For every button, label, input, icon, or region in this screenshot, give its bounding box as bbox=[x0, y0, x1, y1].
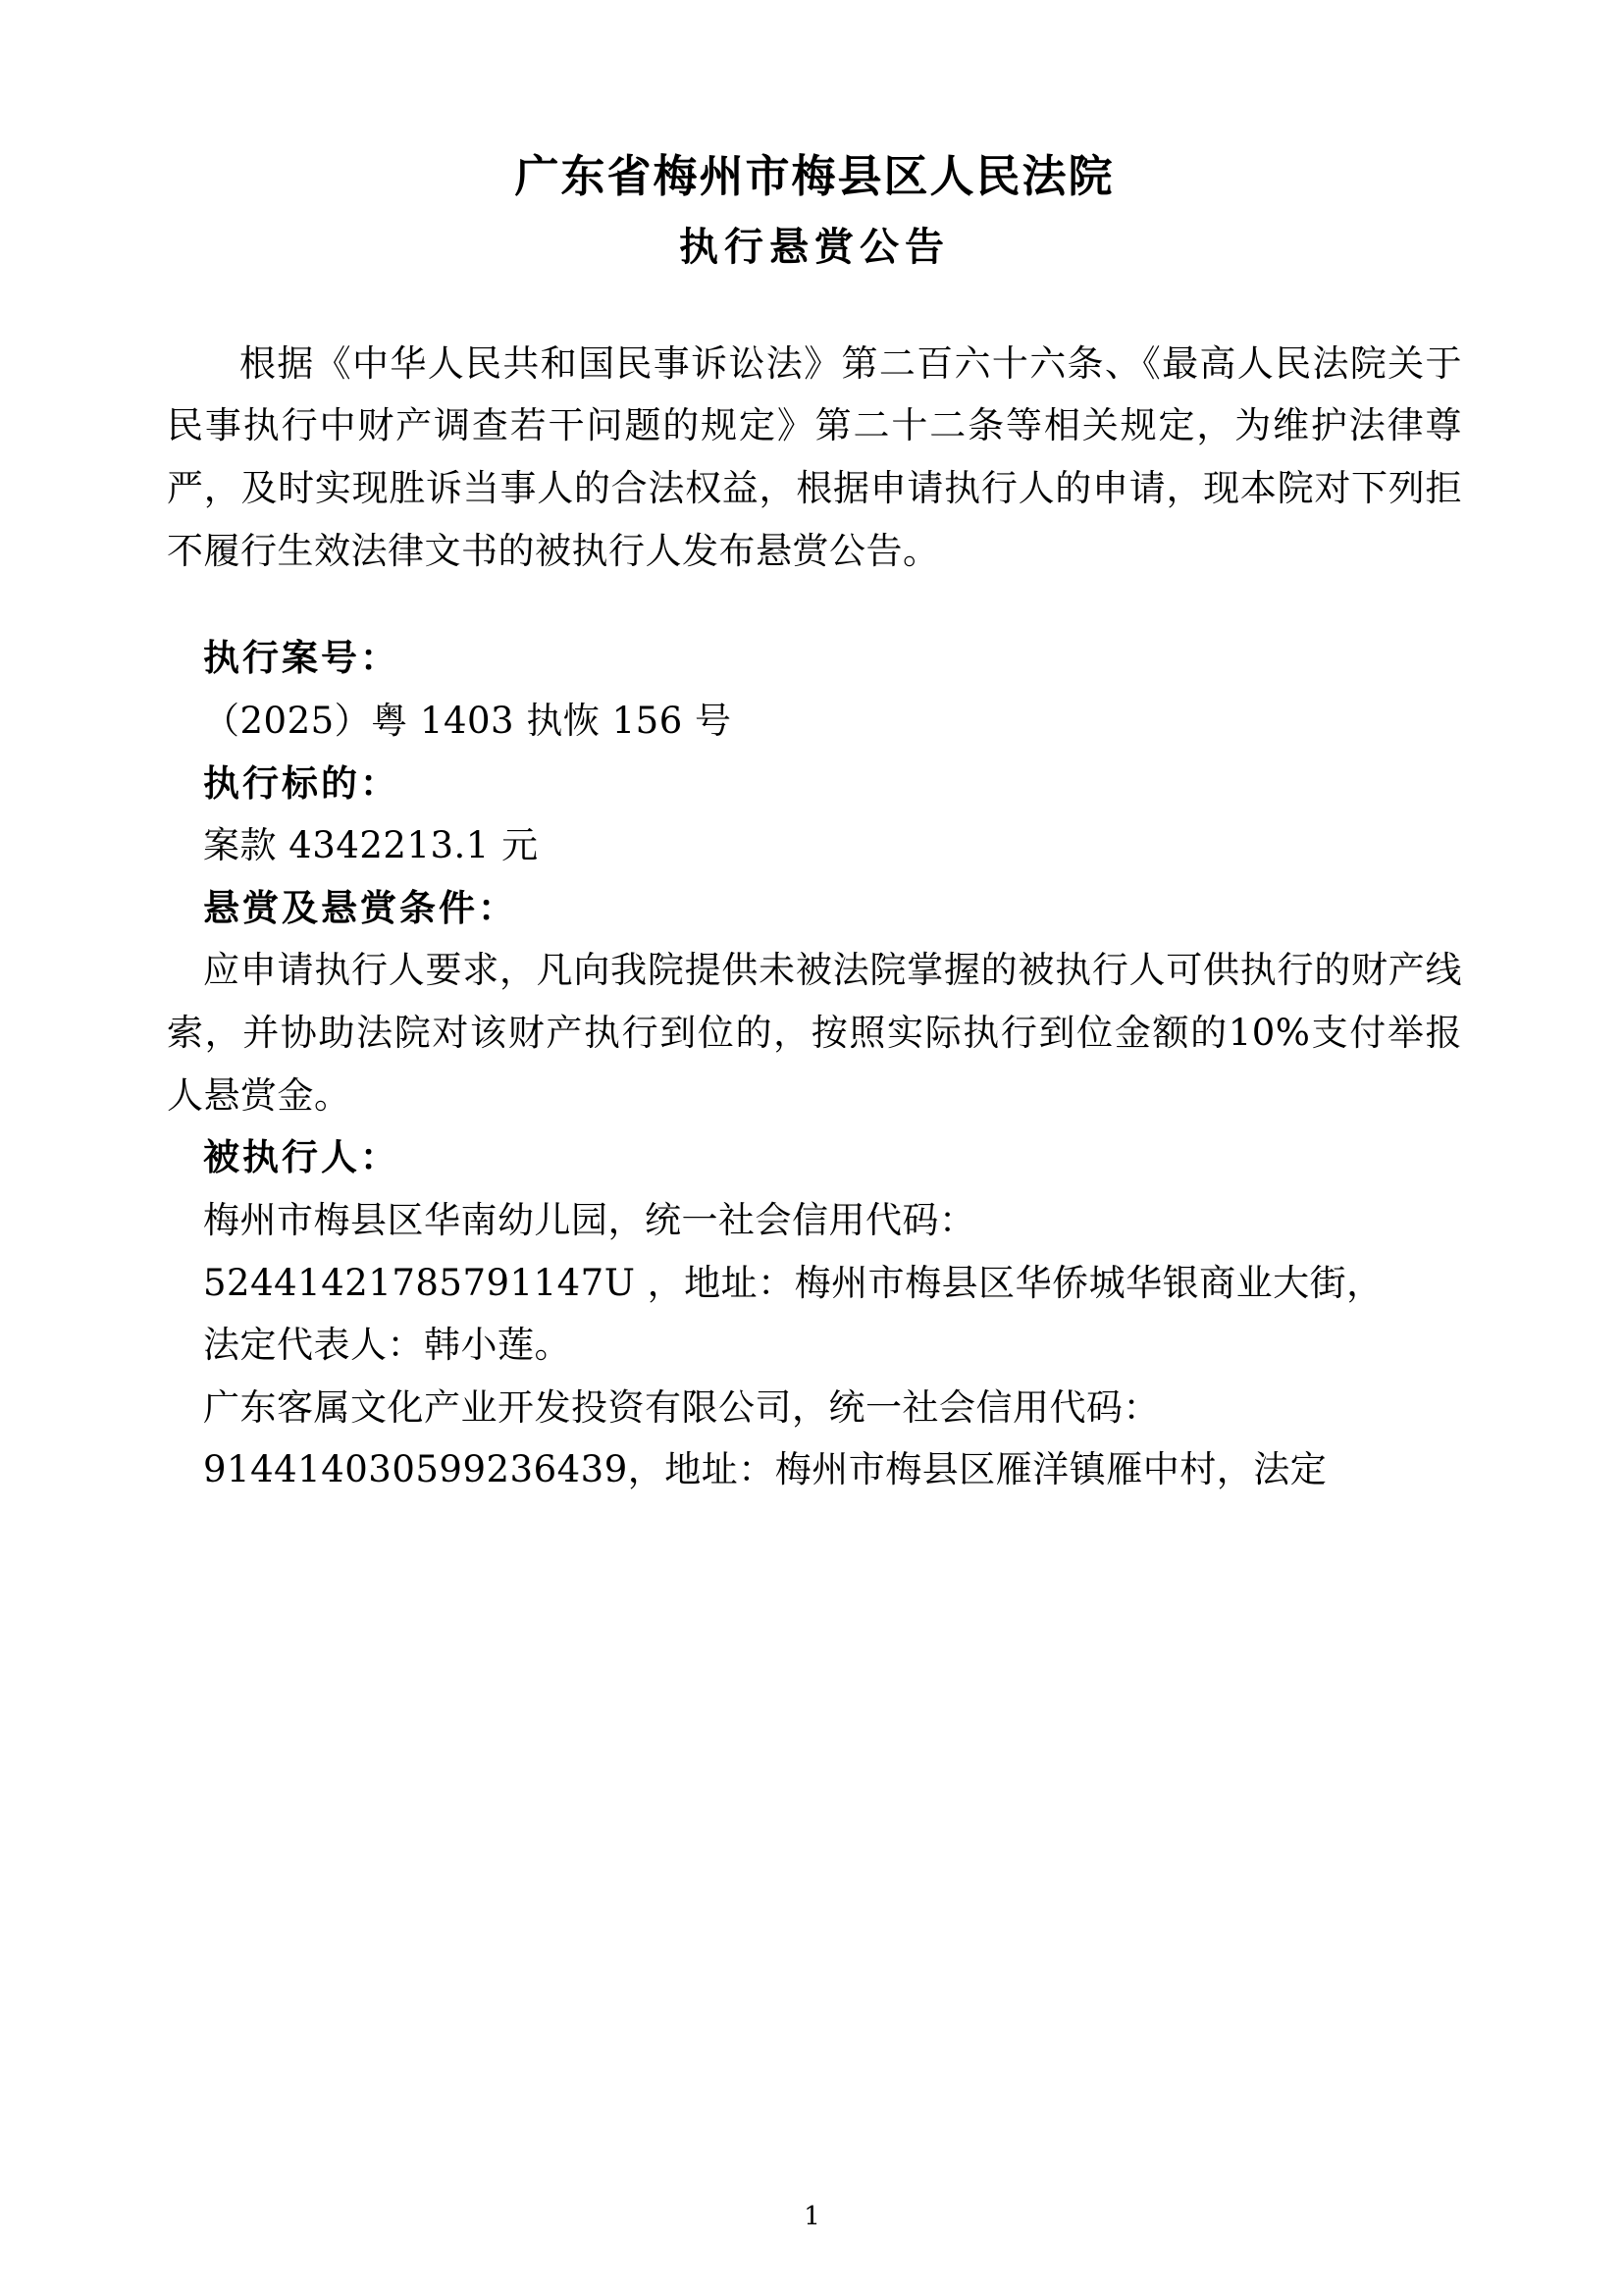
section-body-reward-conditions: 应申请执行人要求，凡向我院提供未被法院掌握的被执行人可供执行的财产线索，并协助法院对该财产执行到位的，按照实际执行到位金额的10%支付举报人悬赏金。 bbox=[167, 949, 1462, 1117]
respondent-line-1: 52441421785791147U ，地址：梅州市梅县区华侨城华银商业大街， bbox=[203, 1261, 1384, 1304]
section-heading-execution-target: 执行标的： bbox=[203, 760, 399, 805]
section-reward-conditions bbox=[167, 877, 1462, 1127]
section-heading-case-number: 执行案号： bbox=[203, 636, 399, 680]
respondent-line-2: 法定代表人：韩小莲。 bbox=[203, 1324, 571, 1367]
section-respondents bbox=[167, 1126, 1462, 1501]
section-execution-target bbox=[167, 753, 1462, 877]
section-body-respondent-name: 梅州市梅县区华南幼儿园，统一社会信用代码： bbox=[203, 1198, 976, 1241]
intro-paragraph: 根据《中华人民共和国民事诉讼法》第二百六十六条、《最高人民法院关于民事执行中财产调查若干问题的规定》第二十二条等相关规定，为维护法律尊严，及时实现胜诉当事人的合法权益，根据申请执行人的申请，现本院对下列拒不履行生效法律文书的被执行人发布悬赏公告。 bbox=[167, 341, 1462, 572]
section-body-execution-target: 案款 4342213.1 元 bbox=[203, 824, 539, 867]
page-subtitle: 执行悬赏公告 bbox=[679, 223, 950, 270]
page-number: 1 bbox=[804, 2202, 820, 2231]
section-heading-reward-conditions: 悬赏及悬赏条件： bbox=[203, 885, 517, 929]
respondent-line-3: 广东客属文化产业开发投资有限公司，统一社会信用代码： bbox=[203, 1385, 1160, 1429]
section-body-case-number: （2025）粤 1403 执恢 156 号 bbox=[203, 699, 732, 742]
section-case-number bbox=[167, 627, 1462, 752]
page-title: 广东省梅州市梅县区人民法院 bbox=[514, 150, 1115, 202]
section-heading-respondents: 被执行人： bbox=[203, 1135, 399, 1179]
document-content bbox=[167, 147, 1462, 1501]
respondent-line-4: 914414030599236439，地址：梅州市梅县区雁洋镇雁中村，法定 bbox=[203, 1448, 1328, 1491]
